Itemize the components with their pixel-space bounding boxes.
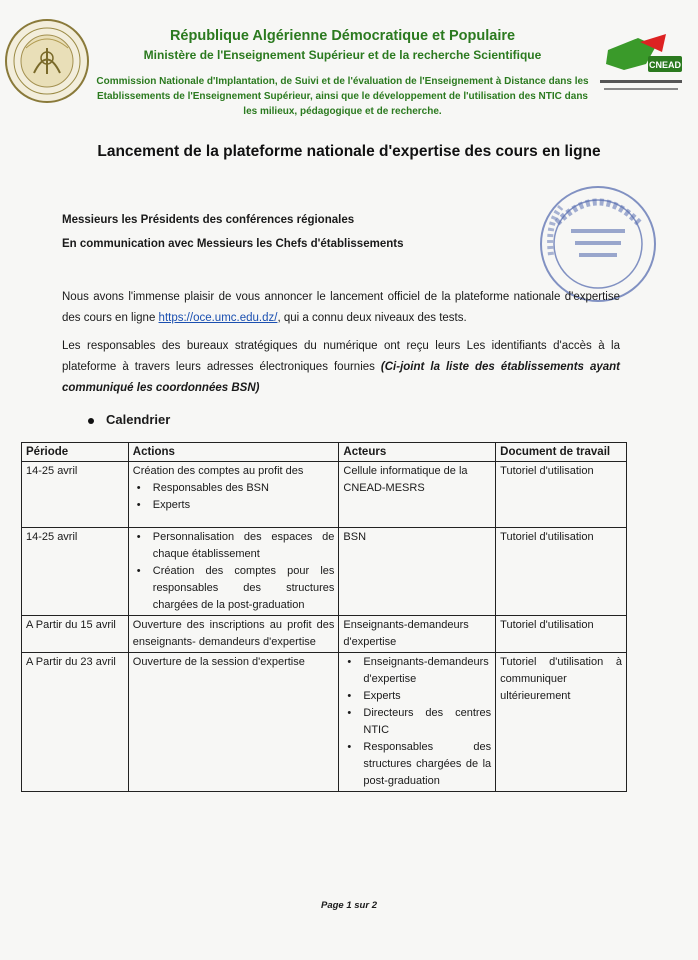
addressee-line-1: Messieurs les Présidents des conférences régionales	[62, 214, 355, 226]
list-item: • Experts	[153, 497, 335, 514]
ministry-heading: Ministère de l'Enseignement Supérieur et de la recherche Scientifique	[143, 48, 542, 62]
commission-heading: Commission Nationale d'Implantation, de Suivi et de l'évaluation de l'Enseignement à Distance dans les Etablissements de l'Enseignement Supérieur, ainsi que le développement de l'utilisation des NTIC dans les milieux, pédagogique et de recherche.	[96, 76, 589, 117]
list-item: • Création des comptes pour les responsables des structures chargées de la post-graduation	[153, 563, 335, 614]
national-seal-logo	[4, 18, 90, 104]
calendar-table	[21, 442, 627, 792]
cell-actions	[128, 462, 339, 528]
list-item: • Responsables des structures chargées de la post-graduation	[363, 739, 491, 790]
cnead-logo	[596, 30, 686, 110]
paragraph-2-text: Les responsables des bureaux stratégiques du numérique ont reçu leurs Les identifiants d'accès à la plateforme à travers leurs adresses électroniques fournies	[62, 340, 620, 373]
actor-list	[343, 654, 491, 790]
paragraph-1-after: , qui a connu deux niveaux des tests.	[277, 312, 467, 324]
cell-actors: Enseignants-demandeurs d'expertise	[339, 616, 496, 653]
cell-actors: BSN	[339, 528, 496, 616]
paragraph-1-text: Nous avons l'immense plaisir de vous annoncer le lancement officiel de la plateforme nationale d'expertise des cours en ligne	[62, 291, 620, 324]
cell-period: A Partir du 15 avril	[22, 616, 129, 653]
paragraph-credentials	[62, 336, 620, 399]
cell-actions: Ouverture de la session d'expertise	[128, 653, 339, 792]
table-row	[22, 616, 627, 653]
cell-actions	[128, 528, 339, 616]
list-item: • Directeurs des centres NTIC	[363, 705, 491, 739]
column-header-actions: Actions	[128, 443, 339, 462]
cell-period: 14-25 avril	[22, 462, 129, 528]
addressee-line-2: En communication avec Messieurs les Chefs d'établissements	[62, 238, 404, 250]
cnead-logo-text: CNEAD	[648, 60, 682, 70]
column-header-document: Document de travail	[496, 443, 627, 462]
cell-document: Tutoriel d'utilisation	[496, 462, 627, 528]
document-title: Lancement de la plateforme nationale d'expertise des cours en ligne	[97, 143, 601, 160]
cell-actions: Ouverture des inscriptions au profit des enseignants- demandeurs d'expertise	[128, 616, 339, 653]
list-item: • Enseignants-demandeurs d'expertise	[363, 654, 491, 688]
action-list	[133, 480, 335, 514]
cell-period: A Partir du 23 avril	[22, 653, 129, 792]
action-list	[133, 529, 335, 614]
list-item: • Personnalisation des espaces de chaque établissement	[153, 529, 335, 563]
calendar-heading-text: Calendrier	[106, 412, 171, 427]
table-row	[22, 653, 627, 792]
column-header-period: Période	[22, 443, 129, 462]
platform-link[interactable]: https://oce.umc.edu.dz/	[158, 312, 278, 324]
paragraph-announcement	[62, 287, 620, 329]
cell-document: Tutoriel d'utilisation	[496, 528, 627, 616]
page-number: Page 1 sur 2	[321, 900, 377, 911]
cell-actors: Cellule informatique de la CNEAD-MESRS	[339, 462, 496, 528]
cell-actors	[339, 653, 496, 792]
list-item: • Responsables des BSN	[153, 480, 335, 497]
table-header-row	[22, 443, 627, 462]
republic-heading: République Algérienne Démocratique et Populaire	[169, 28, 516, 44]
paragraph-2-emphasis: (Ci-joint la liste des établissements ayant communiqué les coordonnées BSN)	[62, 361, 620, 394]
bullet-icon	[88, 418, 94, 424]
action-intro: Création des comptes au profit des	[132, 465, 304, 477]
column-header-actors: Acteurs	[339, 443, 496, 462]
cell-period: 14-25 avril	[22, 528, 129, 616]
calendar-heading	[88, 412, 170, 427]
table-row	[22, 462, 627, 528]
cell-document: Tutoriel d'utilisation	[496, 616, 627, 653]
list-item: • Experts	[363, 688, 491, 705]
table-row	[22, 528, 627, 616]
cell-document: Tutoriel d'utilisation à communiquer ultérieurement	[496, 653, 627, 792]
